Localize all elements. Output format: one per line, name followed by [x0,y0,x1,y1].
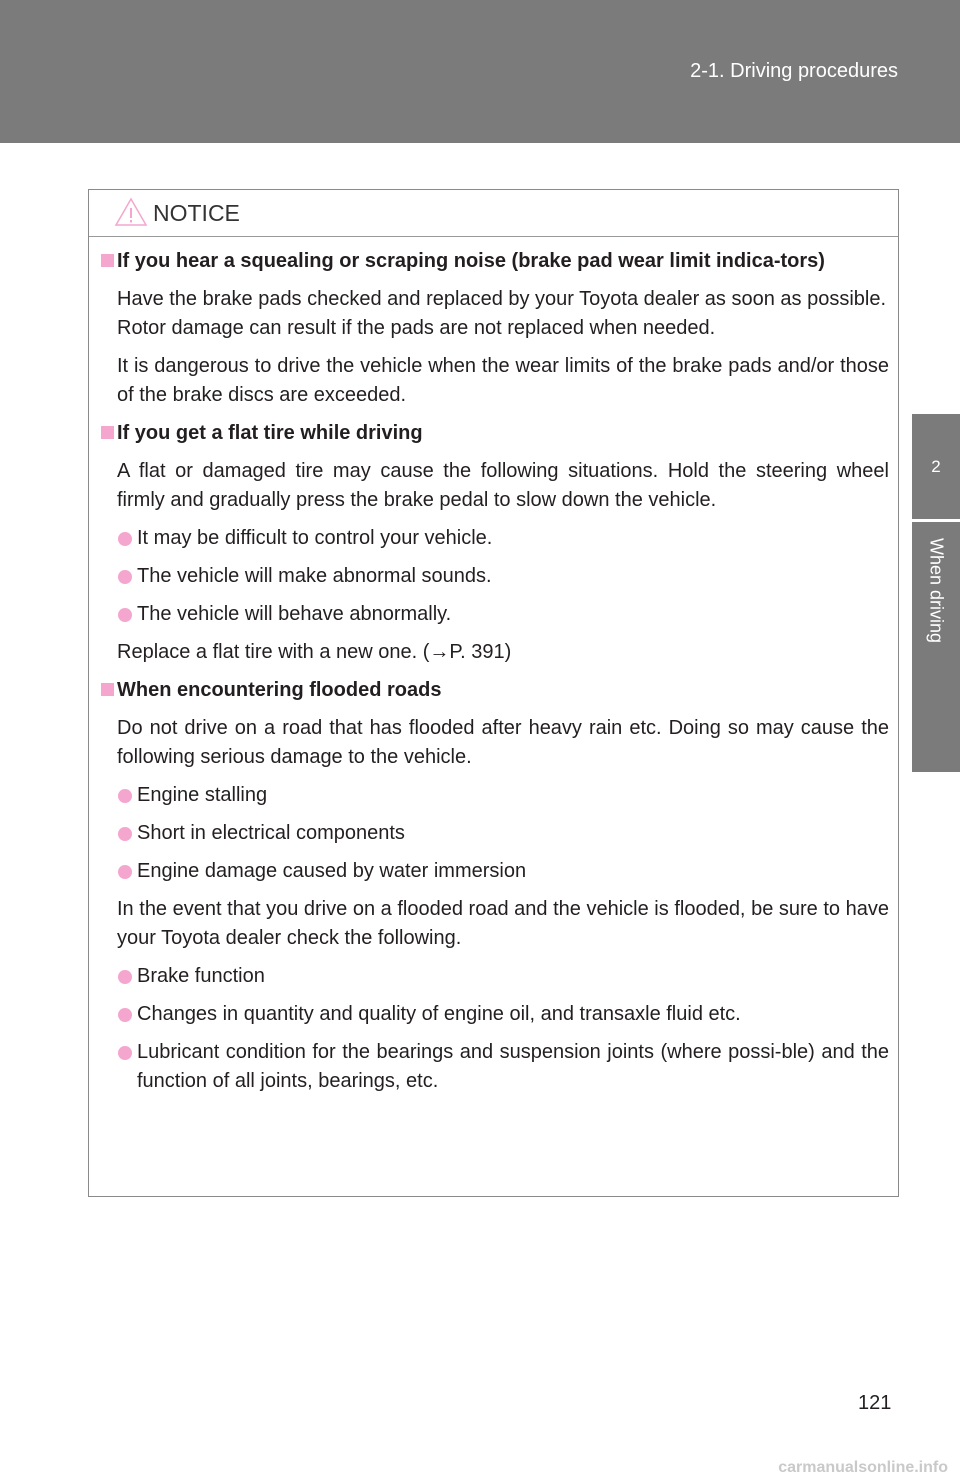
circle-bullet-icon [118,789,132,803]
page-header [0,0,960,143]
circle-bullet-icon [118,1008,132,1022]
chapter-number-tab: 2 [912,414,960,519]
paragraph: In the event that you drive on a flooded road and the vehicle is flooded, be sure to have your Toyota dealer check the following. [117,898,889,949]
circle-bullet-icon [118,1046,132,1060]
paragraph: Have the brake pads checked and replaced by your Toyota dealer as soon as possible. Rotor damage can result if the pads are not replaced when needed. [117,288,887,339]
square-bullet-icon [101,254,114,267]
page-number: 121 [858,1392,892,1414]
circle-bullet-icon [118,827,132,841]
section-heading: If you hear a squealing or scraping noise (brake pad wear limit indica-tors) [101,247,889,276]
notice-box [88,189,899,1197]
paragraph: A flat or damaged tire may cause the following situations. Hold the steering wheel firmly and gradually press the brake pedal to slow down the vehicle. [117,460,889,511]
circle-bullet-icon [118,970,132,984]
paragraph: Replace a flat tire with a new one. (→P. 391) [117,641,512,663]
circle-bullet-icon [118,608,132,622]
circle-bullet-icon [118,570,132,584]
list-item: Short in electrical components [101,819,889,848]
list-item: Changes in quantity and quality of engine oil, and transaxle fluid etc. [101,1000,889,1029]
list-item: Lubricant condition for the bearings and suspension joints (where possi-ble) and the function of all joints, bearings, etc. [101,1038,889,1096]
chapter-label-tab [912,522,960,772]
list-item: Brake function [101,962,889,991]
square-bullet-icon [101,426,114,439]
circle-bullet-icon [118,865,132,879]
watermark: carmanualsonline.info [778,1459,948,1476]
list-item: The vehicle will make abnormal sounds. [101,562,889,591]
paragraph: It is dangerous to drive the vehicle when the wear limits of the brake pads and/or those of the brake discs are exceeded. [117,355,889,406]
list-item: The vehicle will behave abnormally. [101,600,889,629]
section-title: 2-1. Driving procedures [690,60,898,82]
warning-icon [114,197,148,227]
section-heading: When encountering flooded roads [101,676,889,705]
square-bullet-icon [101,683,114,696]
notice-title: NOTICE [153,200,240,226]
circle-bullet-icon [118,532,132,546]
list-item: It may be difficult to control your vehicle. [101,524,889,553]
notice-header [89,190,898,237]
list-item: Engine damage caused by water immersion [101,857,889,886]
list-item: Engine stalling [101,781,889,810]
section-heading: If you get a flat tire while driving [101,419,889,448]
notice-body [89,237,898,1096]
paragraph: Do not drive on a road that has flooded after heavy rain etc. Doing so may cause the following serious damage to the vehicle. [117,717,889,768]
chapter-label: When driving [926,538,947,644]
